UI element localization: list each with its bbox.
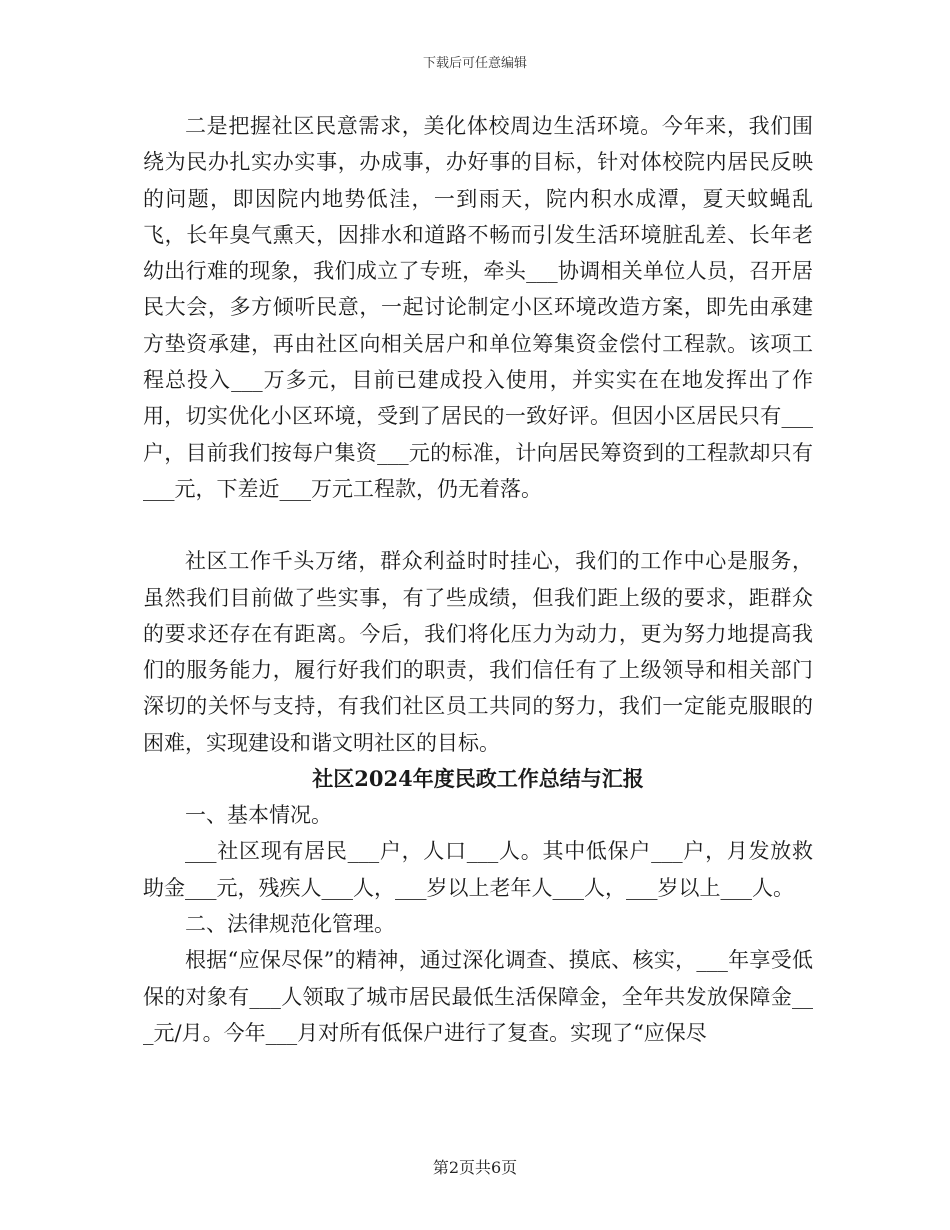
paragraph-spacer	[143, 507, 813, 543]
paragraph-conclusion: 社区工作千头万绪，群众利益时时挂心，我们的工作中心是服务，虽然我们目前做了些实事，有了些成绩，但我们距上级的要求，距群众的要求还存在有距离。今后，我们将化压力为动力，更为努力地提高我们的服务能力，履行好我们的职责，我们信任有了上级领导和相关部门深切的关怀与支持，有我们社区员工共同的努力，我们一定能克服眼的困难，实现建设和谐文明社区的目标。	[143, 549, 813, 755]
document-body	[143, 108, 813, 1051]
heading-legal-management: 二、法律规范化管理。	[185, 911, 395, 936]
paragraph-legal-management: 根据“应保尽保”的精神，通过深化调查、摸底、核实，___年享受低保的对象有___人领取了城市居民最低生活保障金，全年共发放保障金___元/月。今年___月对所有低保户进行了复查。实现了“应保尽	[143, 948, 813, 1045]
page-header: 下载后可任意编辑	[422, 56, 527, 71]
paragraph-environment: 二是把握社区民意需求，美化体校周边生活环境。今年来，我们围绕为民办扎实办实事，办成事，办好事的目标，针对体校院内居民反映的问题，即因院内地势低洼，一到雨天，院内积水成潭，夏天蚊蝇乱飞，长年臭气熏天，因排水和道路不畅而引发生活环境脏乱差、长年老幼出行难的现象，我们成立了专班，牵头___协调相关单位人员，召开居民大会，多方倾听民意，一起讨论制定小区环境改造方案，即先由承建方垫资承建，再由社区向相关居户和单位筹集资金偿付工程款。该项工程总投入___万多元，目前已建成投入使用，并实实在在地发挥出了作用，切实优化小区环境，受到了居民的一致好评。但因小区居民只有___户，目前我们按每户集资___元的标准，计向居民筹资到的工程款却只有___元，下差近___万元工程款，仍无着落。	[143, 114, 813, 501]
paragraph-basic-situation: ___社区现有居民___户，人口___人。其中低保户___户，月发放救助金___元，残疾人___人，___岁以上老年人___人，___岁以上___人。	[143, 839, 813, 900]
section-title: 社区2024年度民政工作总结与汇报	[312, 766, 644, 792]
page-number: 第2页共6页	[432, 1158, 518, 1177]
heading-basic-situation: 一、基本情况。	[185, 803, 332, 828]
